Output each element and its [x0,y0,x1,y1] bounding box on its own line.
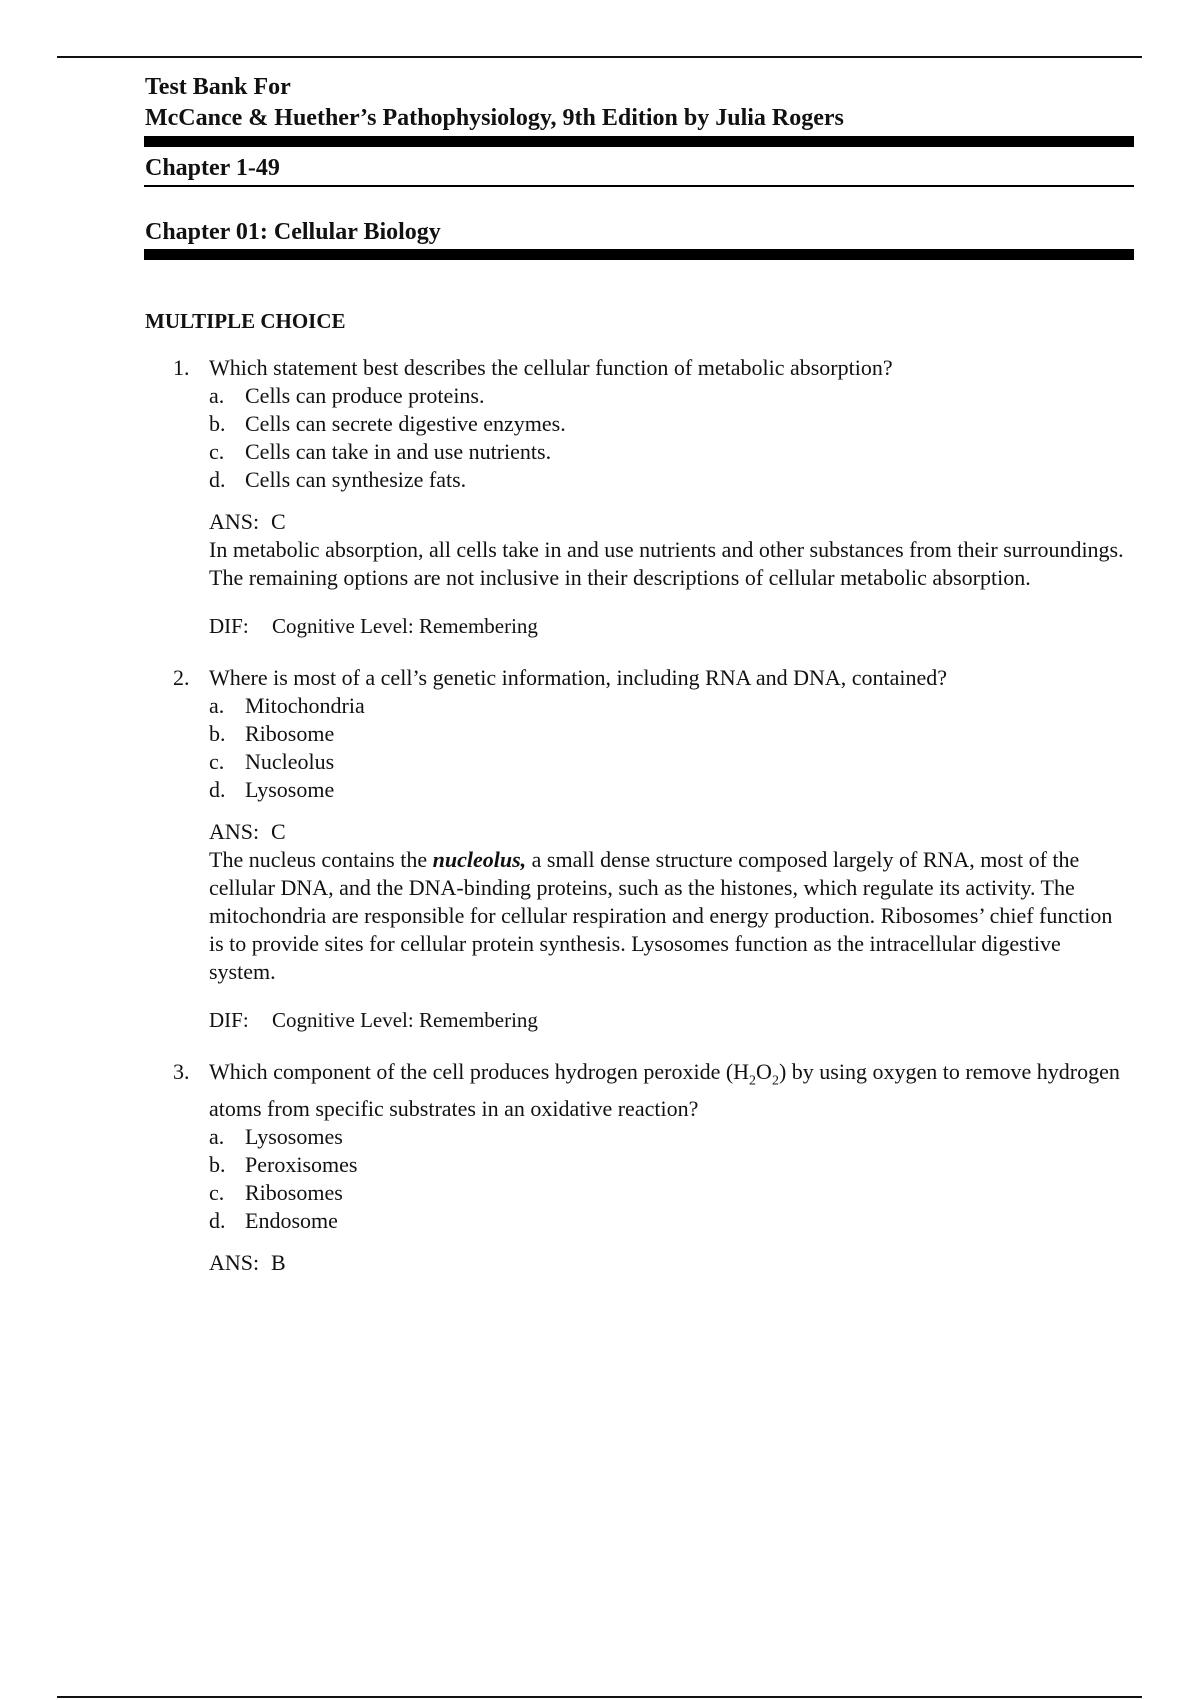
option-text: Lysosomes [245,1124,343,1150]
option-a [209,382,1130,410]
answer-label: ANS: [209,819,260,844]
header-thick-rule [144,136,1134,147]
option-d [209,1207,1130,1235]
subscript: 2 [771,1073,779,1089]
rationale-text: a small dense structure composed largely of RNA, most of the cellular DNA, and the DNA-binding proteins, such as the histones, which regulate its activity. The mitochondria are responsible for cellular respiration and energy production. Ribosomes’ chief function is to provide sites for cellular protein synthesis. Lysosomes function as the intracellular digestive system. [209,847,1113,984]
difficulty-value: Cognitive Level: Remembering [272,614,538,638]
option-text: Peroxisomes [245,1152,358,1178]
rationale: In metabolic absorption, all cells take in and use nutrients and other substances from their surroundings. The remaining options are not inclusive in their descriptions of cellular metabolic absorption. [209,537,1124,590]
chapter-title-rule [144,249,1134,260]
header-line-2: McCance & Huether’s Pathophysiology, 9th Edition by Julia Rogers [145,105,844,131]
option-letter: b. [209,721,226,746]
subscript: 2 [749,1073,757,1089]
option-text: Mitochondria [245,693,365,718]
question-stem [209,1058,1130,1123]
option-text: Endosome [245,1208,338,1234]
option-letter: c. [209,1180,225,1206]
answer-label: ANS: [209,1250,260,1276]
question-stem: Which statement best describes the cellular function of metabolic absorption? [209,355,893,380]
option-d [209,466,1130,494]
option-list [209,382,1130,494]
answer-line [209,1249,1130,1277]
option-text: Ribosome [245,721,335,746]
rationale-emphasis: nucleolus, [432,847,527,872]
question-number: 2. [173,665,190,690]
section-title: MULTIPLE CHOICE [145,309,346,333]
option-letter: b. [209,1152,226,1178]
header-line-1: Test Bank For [145,74,291,100]
chapter-range-rule [144,185,1134,187]
question-stem: Where is most of a cell’s genetic information, including RNA and DNA, contained? [209,665,948,690]
chapter-title: Chapter 01: Cellular Biology [145,219,441,245]
question-list [145,354,1130,1277]
difficulty-label: DIF: [209,1008,249,1032]
answer-label: ANS: [209,509,260,534]
difficulty-label: DIF: [209,614,249,638]
question-1 [145,354,1130,640]
option-letter: a. [209,383,225,408]
option-letter: c. [209,749,225,774]
stem-text: Which component of the cell produces hydrogen peroxide (H [209,1059,750,1084]
option-letter: c. [209,439,225,464]
option-letter: b. [209,411,226,436]
question-3 [145,1058,1130,1277]
document-content [145,72,1130,1277]
option-letter: a. [209,1124,225,1150]
option-text: Ribosomes [245,1180,343,1206]
option-a [209,1123,1130,1151]
option-a [209,692,1130,720]
option-letter: d. [209,467,226,492]
option-letter: a. [209,693,225,718]
difficulty-line [209,1006,1130,1034]
option-c [209,748,1130,776]
question-2 [145,664,1130,1034]
option-text: Cells can produce proteins. [245,383,485,408]
answer-value: C [271,819,286,844]
answer-value: C [271,509,286,534]
difficulty-line [209,612,1130,640]
option-b [209,720,1130,748]
difficulty-value: Cognitive Level: Remembering [272,1008,538,1032]
option-list [209,1123,1130,1235]
chapter-range: Chapter 1-49 [145,155,280,181]
option-c [209,438,1130,466]
option-text: Lysosome [245,777,335,802]
option-text: Cells can take in and use nutrients. [245,439,552,464]
answer-value: B [271,1250,286,1276]
answer-line [209,818,1130,846]
answer-line [209,508,1130,536]
option-list [209,692,1130,804]
option-b [209,1151,1130,1179]
option-d [209,776,1130,804]
rationale-text: The nucleus contains the [209,847,433,872]
stem-text: ) by using oxygen to remove hydrogen atoms from specific substrates in an oxidative reaction? [209,1059,1120,1122]
stem-text: O [756,1059,772,1084]
option-text: Cells can synthesize fats. [245,467,467,492]
question-number: 3. [173,1059,190,1084]
option-letter: d. [209,777,226,802]
option-text: Cells can secrete digestive enzymes. [245,411,566,436]
option-letter: d. [209,1208,226,1234]
question-number: 1. [173,355,190,380]
rationale [209,846,1130,986]
page-bottom-rule [57,1696,1142,1698]
option-b [209,410,1130,438]
page-top-rule [57,56,1142,58]
option-c [209,1179,1130,1207]
option-text: Nucleolus [245,749,335,774]
